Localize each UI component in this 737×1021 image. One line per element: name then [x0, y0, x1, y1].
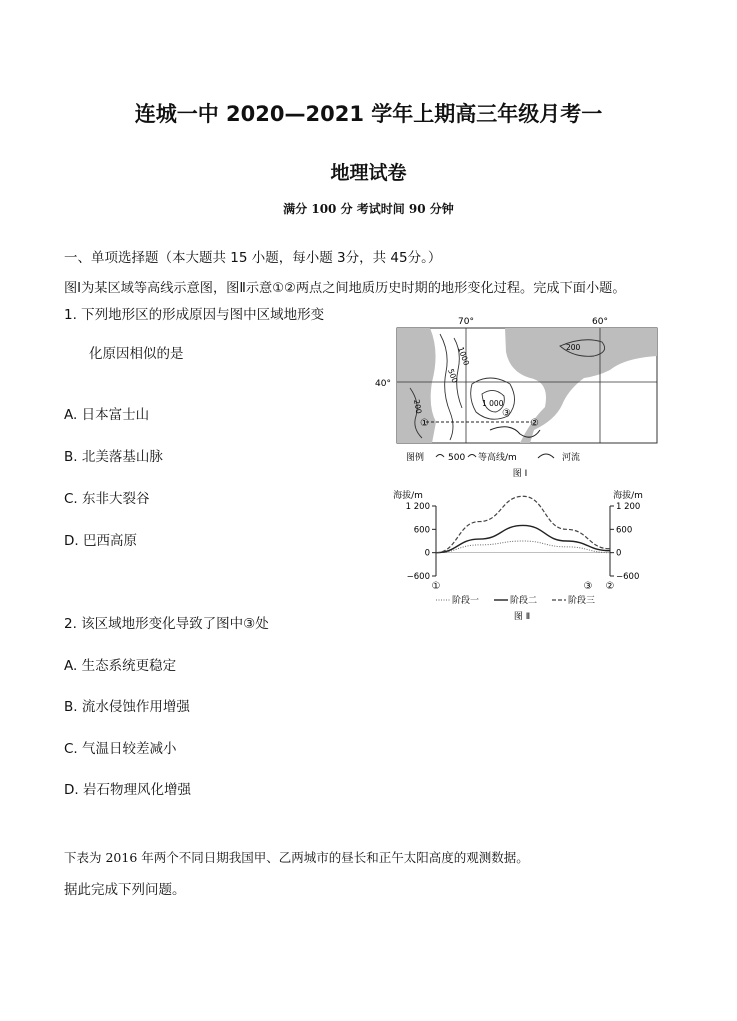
- q2-stem: 2. 该区域地形变化导致了图中③处: [64, 616, 269, 632]
- figure-1-caption: 图 Ⅰ: [512, 469, 528, 479]
- figure-2-caption: 图 Ⅱ: [513, 612, 531, 622]
- x-point-1: ①: [431, 581, 441, 592]
- x-point-2: ②: [605, 581, 615, 592]
- y-axis-label-left: 海拔/m: [393, 491, 423, 501]
- legend-stage3: 阶段三: [568, 596, 596, 606]
- y-tick-label-left: −600: [406, 572, 430, 582]
- q1-option-d[interactable]: D. 巴西高原: [64, 533, 137, 549]
- q1-stem-line2: 化原因相似的是: [89, 346, 184, 362]
- y-axis-label-right: 海拔/m: [613, 491, 643, 501]
- y-tick-label-right: −600: [616, 572, 640, 582]
- table-intro: 下表为 2016 年两个不同日期我国甲、乙两城市的昼长和正午太阳高度的观测数据。: [64, 850, 529, 865]
- figure-1-contour-map: [370, 312, 670, 482]
- y-tick-label-right: 0: [616, 548, 622, 559]
- contour-label: 1000: [456, 345, 472, 367]
- contour-label: 200: [566, 343, 581, 352]
- instruction: 据此完成下列问题。: [64, 882, 186, 898]
- y-tick-label-left: 1 200: [405, 502, 430, 512]
- y-tick-label-left: 600: [413, 525, 430, 536]
- series-line-stage2: [436, 525, 610, 552]
- legend-prefix: 图例: [406, 453, 425, 463]
- contour-legend-symbol: [436, 455, 444, 458]
- subject-title: 地理试卷: [330, 162, 407, 184]
- y-tick-label-right: 600: [616, 525, 633, 536]
- point-3-label: ③: [502, 408, 511, 419]
- q1-option-b[interactable]: B. 北美落基山脉: [64, 449, 163, 465]
- legend-river-label: 河流: [562, 453, 581, 463]
- legend-stage2: 阶段二: [510, 596, 538, 606]
- point-1-label: ①: [420, 418, 429, 429]
- section-heading: 一、单项选择题（本大题共 15 小题，每小题 3分，共 45分。）: [64, 250, 442, 266]
- contour-label: 1 000: [482, 399, 504, 408]
- y-tick-label-right: 1 200: [616, 502, 641, 512]
- point-2-label: ②: [530, 418, 539, 429]
- q1-option-a[interactable]: A. 日本富士山: [64, 407, 150, 423]
- legend-contour-value: 500: [448, 453, 466, 463]
- q2-option-d[interactable]: D. 岩石物理风化增强: [64, 782, 191, 798]
- legend-stage1: 阶段一: [452, 596, 480, 606]
- contour-label: 200: [412, 398, 424, 415]
- q2-option-c[interactable]: C. 气温日较差减小: [64, 741, 177, 757]
- contour-legend-symbol: [468, 455, 476, 458]
- lon-label-left: 70°: [458, 317, 474, 327]
- x-point-3: ③: [583, 581, 593, 592]
- q2-option-a[interactable]: A. 生态系统更稳定: [64, 658, 177, 674]
- lat-label: 40°: [375, 379, 391, 389]
- figure-2-profile-chart: [370, 484, 670, 624]
- ocean-west: [397, 328, 436, 443]
- contour-label: 500: [446, 367, 460, 385]
- legend-contour-label: 等高线/m: [478, 453, 517, 463]
- exam-title: 连城一中 2020—2021 学年上期高三年级月考一: [134, 102, 603, 126]
- lon-label-right: 60°: [592, 317, 608, 327]
- q1-option-c[interactable]: C. 东非大裂谷: [64, 491, 150, 507]
- y-tick-label-left: 0: [424, 548, 430, 559]
- q2-option-b[interactable]: B. 流水侵蚀作用增强: [64, 699, 190, 715]
- exam-meta: 满分 100 分 考试时间 90 分钟: [283, 202, 454, 216]
- river-legend-symbol: [538, 454, 554, 458]
- q1-stem-line1: 1. 下列地形区的形成原因与图中区域地形变: [64, 307, 325, 323]
- section-intro: 图Ⅰ为某区域等高线示意图，图Ⅱ示意①②两点之间地质历史时期的地形变化过程。完成下面小题。: [64, 281, 626, 296]
